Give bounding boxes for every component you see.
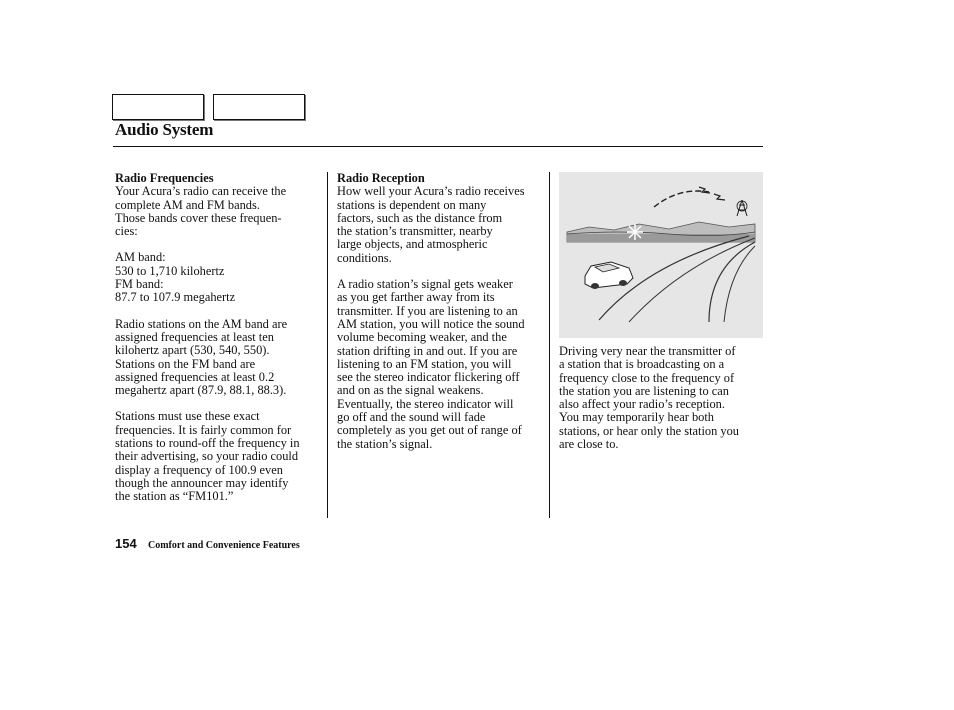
heading-radio-reception: Radio Reception — [337, 171, 425, 185]
title-divider — [113, 146, 763, 147]
nav-tab-1[interactable] — [112, 94, 204, 120]
paragraph-exact-frequencies: Stations must use these exact frequencies. It is fairly common for stations to round-off the frequency in their advertising, so your radio could display a frequency of 100.9 even though the announcer may identify the station as “FM101.” — [115, 409, 300, 504]
paragraph-near-transmitter: Driving very near the transmitter of a station that is broadcasting on a frequency close to the frequency of the station you are listening to can also affect your radio’s reception. You may temporarily hear both stations, or hear only the station you are close to. — [559, 344, 739, 452]
paragraph-spacing: Radio stations on the AM band are assigned frequencies at least ten kilohertz apart (530, 540, 550). Stations on the FM band are assigned frequencies at least 0.2 megahertz apart (87.9, 88.1, 88.3). — [115, 316, 288, 398]
paragraph-intro: Your Acura’s radio can receive the complete AM and FM bands. Those bands cover these frequen- cies: — [115, 184, 287, 239]
column-transmitter-interference — [559, 345, 763, 451]
column-divider-2 — [549, 172, 550, 518]
heading-radio-frequencies: Radio Frequencies — [115, 171, 214, 185]
car-radio-signal-illustration — [559, 172, 763, 338]
column-radio-reception — [337, 172, 547, 451]
nav-tab-2[interactable] — [213, 94, 305, 120]
paragraph-reception-factors: How well your Acura’s radio receives stations is dependent on many factors, such as the distance from the station’s transmitter, nearby large objects, and atmospheric conditions. — [337, 184, 525, 265]
column-divider-1 — [327, 172, 328, 518]
paragraph-signal-weakens: A radio station’s signal gets weaker as you get farther away from its transmitter. If you are listening to an AM station, you will notice the sound volume becoming weaker, and the station drifting in and out. If you are listening to an FM station, you will see the stereo indicator flickering off and on as the signal weakens. Eventually, the stereo indicator will go off and the sound will fade completely as you get out of range of the station’s signal. — [337, 277, 525, 451]
page-number: 154 — [115, 536, 137, 551]
column-radio-frequencies — [115, 172, 325, 504]
paragraph-bands: AM band: 530 to 1,710 kilohertz FM band: 87.7 to 107.9 megahertz — [115, 250, 236, 305]
footer-section-title: Comfort and Convenience Features — [148, 540, 300, 551]
page-title: Audio System — [115, 120, 214, 139]
